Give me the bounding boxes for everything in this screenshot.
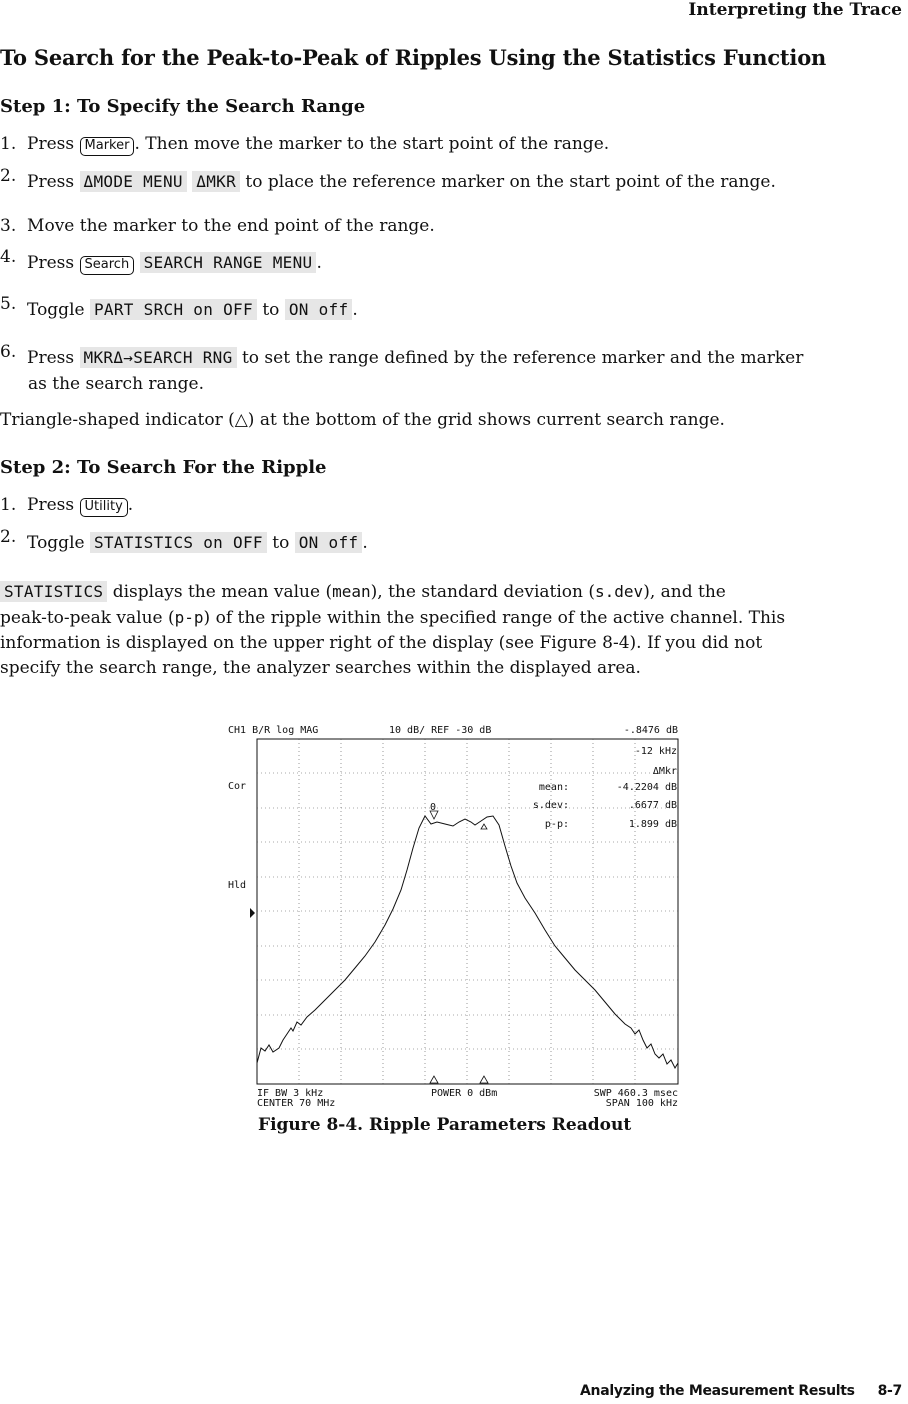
step1-item-5: 5. Toggle PART SRCH on OFF to ON off . <box>0 294 358 320</box>
mean-value: -4.2204 dB <box>616 782 677 793</box>
center-label: CENTER 70 MHz <box>257 1098 336 1109</box>
ripple-readout-figure <box>225 718 687 1113</box>
range-end-triangle <box>480 1076 488 1083</box>
hld-label: Hld <box>228 880 247 891</box>
mean-label: mean: <box>538 782 569 793</box>
footer-title: Analyzing the Measurement Results <box>580 1383 855 1399</box>
cor-label: Cor <box>228 781 247 792</box>
marker-number: 0 <box>429 802 437 813</box>
mkr-search-rng-softkey[interactable]: MKRΔ→SEARCH RNG <box>80 347 237 368</box>
statistics-paragraph: STATISTICS displays the mean value (mean), the standard deviation (s.dev), and the peak-to-peak value (p-p) of the ripple within the specified range of the active channel. This information is displayed on the upper right of the display (see Figure 8-4). If you did not specify the search range, the analyzer searches within the displayed area. <box>0 582 786 678</box>
page-number: 8-7 <box>877 1383 902 1399</box>
step2-heading: Step 2: To Search For the Ripple <box>0 457 327 478</box>
step1-item-1: 1. Press Marker . Then move the marker to the start point of the range. <box>0 134 610 154</box>
search-range-note: Triangle-shaped indicator (△) at the bottom of the grid shows current search range. <box>0 410 725 430</box>
marker-value: -.8476 dB <box>623 725 678 736</box>
pp-value: 1.899 dB <box>628 819 677 830</box>
sweep-label: SWP 460.3 msec <box>593 1088 678 1099</box>
delta-marker-label: ΔMkr <box>652 766 677 777</box>
span-label: SPAN 100 kHz <box>605 1098 678 1109</box>
marker-freq: -12 kHz <box>634 746 677 757</box>
part-srch-softkey[interactable]: PART SRCH on OFF <box>90 299 257 320</box>
utility-key[interactable]: Utility <box>80 498 128 517</box>
delta-mkr-softkey[interactable]: ΔMKR <box>192 171 240 192</box>
running-header: Interpreting the Trace <box>688 0 902 20</box>
reference-pointer-icon <box>250 908 255 918</box>
step2-item-2: 2. Toggle STATISTICS on OFF to ON off . <box>0 527 368 553</box>
step1-item-3: 3. Move the marker to the end point of the range. <box>0 216 435 236</box>
gridlines <box>257 739 678 1084</box>
step1-item-6: 6. Press MKRΔ→SEARCH RNG to set the range defined by the reference marker and the marker <box>0 342 804 368</box>
step1-heading: Step 1: To Specify the Search Range <box>0 96 366 117</box>
search-key[interactable]: Search <box>80 256 135 275</box>
scale-label: 10 dB/ REF -30 dB <box>389 725 492 736</box>
step2-item-1: 1. Press Utility . <box>0 495 134 515</box>
part-srch-on-softkey[interactable]: ON off <box>285 299 353 320</box>
delta-mode-menu-softkey[interactable]: ΔMODE MENU <box>80 171 187 192</box>
main-heading: To Search for the Peak-to-Peak of Ripples Using the Statistics Function <box>0 45 827 70</box>
statistics-on-softkey[interactable]: ON off <box>295 532 363 553</box>
grid-frame <box>257 739 678 1084</box>
step1-item-2: 2. Press ΔMODE MENU ΔMKR to place the reference marker on the start point of the range. <box>0 166 776 192</box>
search-range-menu-softkey[interactable]: SEARCH RANGE MENU <box>140 252 317 273</box>
pp-label: p-p: <box>544 819 569 830</box>
page-footer <box>580 1383 902 1399</box>
step1-item-4: 4. Press Search SEARCH RANGE MENU . <box>0 247 322 273</box>
statistics-softkey-ref[interactable]: STATISTICS <box>0 581 107 602</box>
sdev-label: s.dev: <box>532 800 569 811</box>
ripple-trace <box>257 816 678 1068</box>
if-bw-label: IF BW 3 kHz <box>257 1088 324 1099</box>
range-start-triangle <box>430 1076 438 1083</box>
power-label: POWER 0 dBm <box>431 1088 498 1099</box>
step1-item-6-cont: as the search range. <box>28 374 204 394</box>
ref-marker-triangle <box>481 824 487 829</box>
marker-key[interactable]: Marker <box>80 137 135 156</box>
statistics-softkey[interactable]: STATISTICS on OFF <box>90 532 267 553</box>
figure-caption: Figure 8-4. Ripple Parameters Readout <box>258 1115 632 1135</box>
sdev-value: .6677 dB <box>628 800 677 811</box>
channel-label: CH1 B/R log MAG <box>228 725 319 736</box>
